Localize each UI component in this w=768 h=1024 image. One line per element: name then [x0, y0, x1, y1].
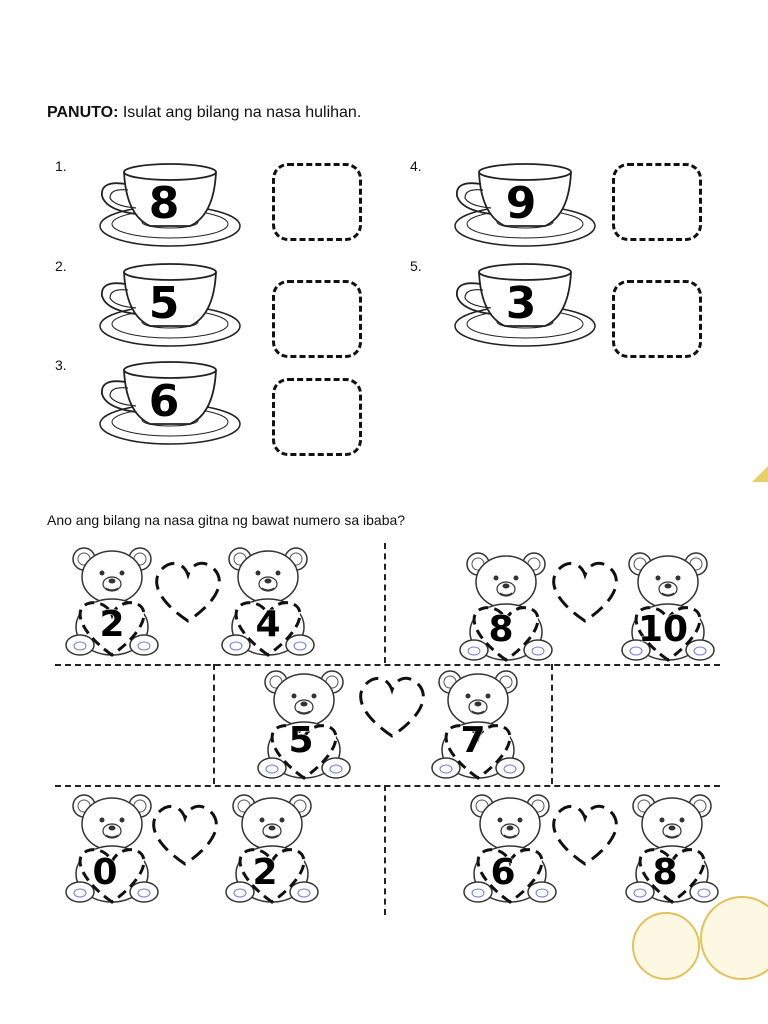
answer-box[interactable]	[272, 280, 362, 358]
answer-box[interactable]	[612, 163, 702, 241]
divider-line	[213, 664, 215, 784]
item-number: 5.	[410, 258, 422, 274]
item-number: 4.	[410, 158, 422, 174]
bear-number: 8	[652, 852, 678, 893]
corner-mark	[752, 466, 768, 482]
question-text: Ano ang bilang na nasa gitna ng bawat numero sa ibaba?	[47, 512, 406, 528]
bear-number: 2	[99, 604, 125, 645]
answer-heart[interactable]	[148, 557, 228, 627]
instruction-text: Isulat ang bilang na nasa hulihan.	[122, 104, 362, 121]
item-number: 1.	[55, 158, 67, 174]
cup-number: 6	[148, 376, 180, 427]
divider-line	[55, 785, 720, 787]
cup-number: 5	[148, 278, 180, 329]
answer-heart[interactable]	[545, 557, 625, 627]
answer-box[interactable]	[272, 163, 362, 241]
bear-number: 0	[92, 852, 118, 893]
cup-number: 9	[505, 178, 537, 229]
bear-number: 8	[488, 609, 514, 650]
divider-line	[384, 785, 386, 915]
bear-number: 5	[288, 720, 314, 761]
seal-logo	[700, 896, 768, 980]
instruction-label: PANUTO:	[47, 104, 119, 121]
answer-heart[interactable]	[352, 672, 432, 742]
cup-number: 8	[148, 178, 180, 229]
bear-number: 6	[490, 852, 516, 893]
seal-logo	[632, 912, 700, 980]
bear-number: 4	[255, 604, 281, 645]
item-number: 3.	[55, 357, 67, 373]
answer-box[interactable]	[612, 280, 702, 358]
bear-number: 10	[637, 609, 689, 650]
divider-line	[384, 543, 386, 663]
divider-line	[551, 664, 553, 784]
bear-number: 7	[460, 720, 486, 761]
answer-box[interactable]	[272, 378, 362, 456]
instruction	[47, 104, 361, 122]
answer-heart[interactable]	[545, 800, 625, 870]
bear-number: 2	[252, 852, 278, 893]
answer-heart[interactable]	[145, 800, 225, 870]
cup-number: 3	[505, 278, 537, 329]
item-number: 2.	[55, 258, 67, 274]
